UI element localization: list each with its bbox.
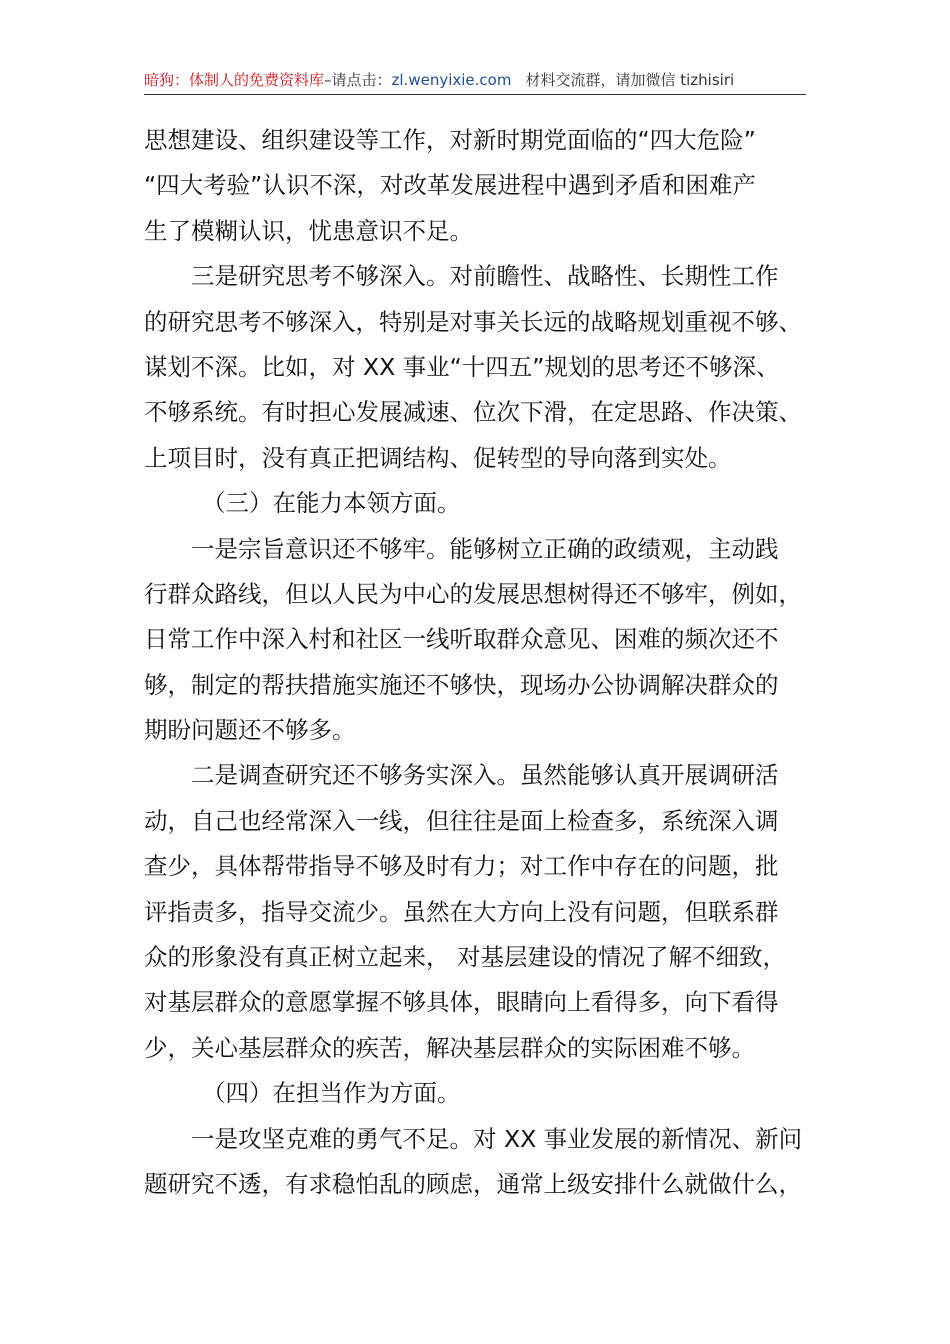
header-wechat-note: 材料交流群，请加微信 tizhisiri [525, 71, 735, 89]
body-line: “四大考验”认识不深，对改革发展进程中遇到矛盾和困难产 [144, 171, 756, 200]
page-header [144, 66, 806, 95]
body-line: 动，自己也经常深入一线，但往往是面上检查多，系统深入调 [144, 806, 779, 835]
body-line: 生了模糊认识，忧患意识不足。 [144, 216, 473, 245]
paragraph-start: 一是攻坚克难的勇气不足。对 XX 事业发展的新情况、新问 [191, 1124, 803, 1153]
body-line: 期盼问题还不够多。 [144, 716, 356, 745]
section-heading-3: （三）在能力本领方面。 [202, 489, 461, 518]
body-line: 的研究思考不够深入，特别是对事关长远的战略规划重视不够、 [144, 307, 802, 336]
body-line: 日常工作中深入村和社区一线听取群众意见、困难的频次还不 [144, 625, 779, 654]
body-line: 众的形象没有真正树立起来， 对基层建设的情况了解不细致， [144, 943, 786, 972]
body-line: 上项目时，没有真正把调结构、促转型的导向落到实处。 [144, 443, 732, 472]
section-heading-4: （四）在担当作为方面。 [202, 1079, 461, 1108]
body-line: 少，关心基层群众的疾苦，解决基层群众的实际困难不够。 [144, 1033, 755, 1062]
body-line: 查少，具体帮带指导不够及时有力；对工作中存在的问题，批 [144, 852, 779, 881]
body-line: 题研究不透，有求稳怕乱的顾虑，通常上级安排什么就做什么， [144, 1169, 802, 1198]
header-site-name: 暗狗：体制人的免费资料库 [144, 71, 325, 89]
paragraph-start: 三是研究思考不够深入。对前瞻性、战略性、长期性工作 [191, 262, 779, 291]
header-url-link[interactable]: zl.wenyixie.com [391, 71, 512, 89]
body-line: 够，制定的帮扶措施实施还不够快，现场办公协调解决群众的 [144, 670, 779, 699]
document-body [144, 118, 810, 1207]
paragraph-start: 二是调查研究还不够务实深入。虽然能够认真开展调研活 [191, 761, 779, 790]
body-line: 对基层群众的意愿掌握不够具体，眼睛向上看得多，向下看得 [144, 988, 779, 1017]
body-line: 不够系统。有时担心发展减速、位次下滑，在定思路、作决策、 [144, 398, 802, 427]
body-line: 行群众路线，但以人民为中心的发展思想树得还不够牢，例如， [144, 579, 802, 608]
body-line: 谋划不深。比如，对 XX 事业“十四五”规划的思考还不够深、 [144, 352, 780, 381]
paragraph-start: 一是宗旨意识还不够牢。能够树立正确的政绩观，主动践 [191, 534, 779, 563]
body-line: 思想建设、组织建设等工作，对新时期党面临的“四大危险” [144, 126, 756, 154]
body-line: 评指责多，指导交流少。虽然在大方向上没有问题，但联系群 [144, 897, 779, 926]
header-click-prompt: –请点击： [324, 71, 392, 89]
